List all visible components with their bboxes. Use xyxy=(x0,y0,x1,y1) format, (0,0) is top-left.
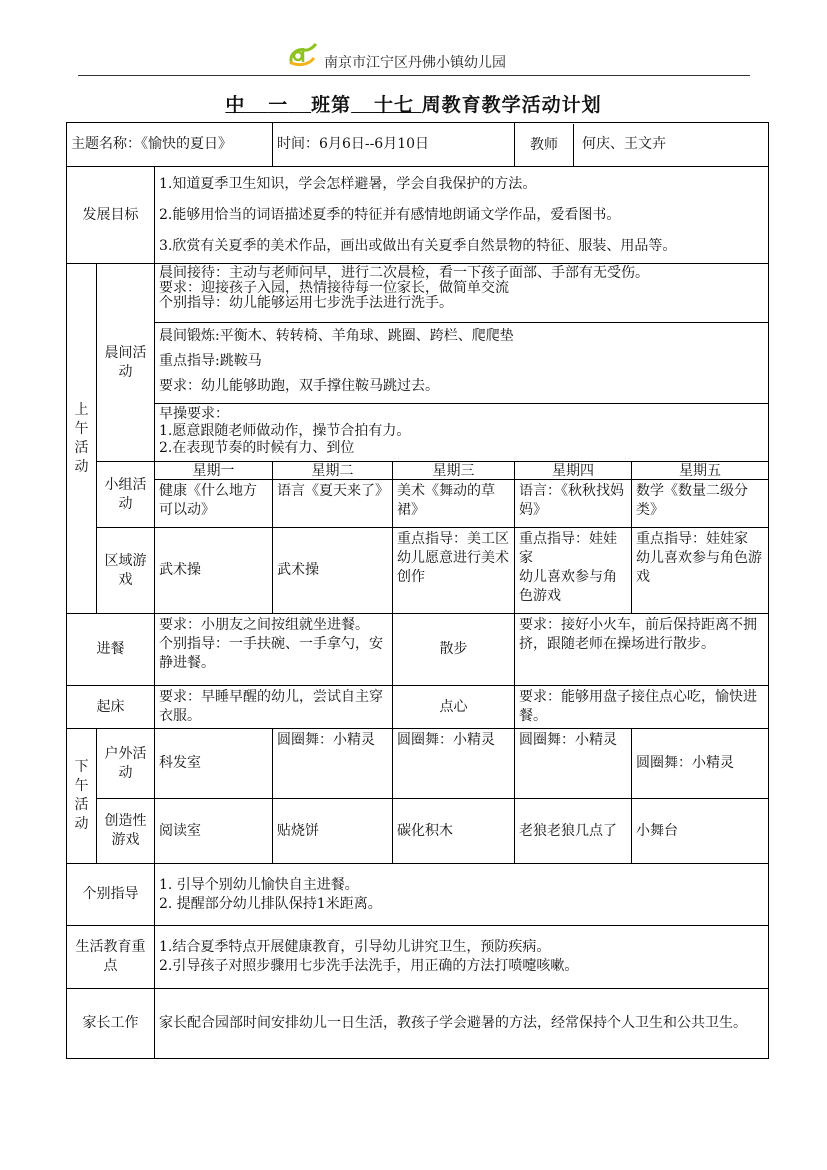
area-game-cell: 重点指导：娃娃家 幼儿喜欢参与角色游戏 xyxy=(632,528,769,614)
area-game-cell: 武术操 xyxy=(273,528,393,614)
page-header xyxy=(0,0,827,80)
creative-row xyxy=(67,799,769,864)
outdoor-label: 户外活动 xyxy=(97,729,155,799)
group-activity-row xyxy=(67,480,769,528)
activity-plan-table xyxy=(66,122,769,1059)
life-item: 2.引导孩子对照步骤用七步洗手法洗手，用正确的方法打喷嚏咳嗽。 xyxy=(159,958,579,974)
exercise-line: 要求：幼儿能够助跑，双手撑住鞍马跳过去。 xyxy=(159,378,439,394)
reception-line: 个别指导：幼儿能够运用七步洗手法进行洗手。 xyxy=(159,295,453,311)
individual-list xyxy=(155,864,769,926)
area-game-cell: 重点指导：美工区 幼儿愿意进行美术创作 xyxy=(393,528,515,614)
goals-row xyxy=(67,167,769,264)
afternoon-section-label: 下午活动 xyxy=(67,729,97,864)
morning-section-label: 上午活动 xyxy=(67,264,97,614)
title-week-num: 十七 xyxy=(373,94,414,116)
life-list xyxy=(155,926,769,989)
group-activity-cell: 语言《夏天来了》 xyxy=(273,480,393,528)
title-suffix: 周教育教学活动计划 xyxy=(421,94,602,116)
reception-line: 要求：迎接孩子入园，热情接待每一位家长，做简单交流 xyxy=(159,280,509,296)
goals-list xyxy=(155,167,769,264)
weekday-header-row xyxy=(67,462,769,480)
goals-label: 发展目标 xyxy=(67,167,155,264)
title-class-mid: 班第 xyxy=(311,94,352,116)
morning-drill-row xyxy=(67,404,769,462)
teacher-label: 教师 xyxy=(515,124,574,166)
morning-reception-row xyxy=(67,264,769,323)
meal-text: 要求：小朋友之间按组就坐进餐。 个别指导：一手扶碗、一手拿勺，安静进餐。 xyxy=(155,614,393,686)
weekday-tue: 星期二 xyxy=(273,462,393,480)
drill-line: 1.愿意跟随老师做动作，操节合拍有力。 xyxy=(159,423,411,439)
weekday-wed: 星期三 xyxy=(393,462,515,480)
creative-cell: 贴烧饼 xyxy=(273,799,393,864)
title-class-prefix: 中 一 xyxy=(225,94,289,116)
parents-text: 家长配合园部时间安排幼儿一日生活，教孩子学会避暑的方法，经常保持个人卫生和公共卫生。 xyxy=(155,989,769,1059)
teacher-names: 何庆、王文卉 xyxy=(582,136,667,152)
parents-row xyxy=(67,989,769,1059)
life-item: 1.结合夏季特点开展健康教育，引导幼儿讲究卫生，预防疾病。 xyxy=(159,939,551,955)
area-game-row xyxy=(67,528,769,614)
creative-label: 创造性游戏 xyxy=(97,799,155,864)
wake-text: 要求：早睡早醒的幼儿，尝试自主穿衣服。 xyxy=(155,686,393,729)
exercise-line: 重点指导:跳鞍马 xyxy=(159,353,262,369)
page-title xyxy=(0,90,827,117)
school-logo-icon xyxy=(286,42,318,68)
group-activity-label: 小组活动 xyxy=(97,462,155,528)
snack-text: 要求：能够用盘子接住点心吃，愉快进餐。 xyxy=(515,686,769,729)
group-activity-cell: 美术《舞动的草裙》 xyxy=(393,480,515,528)
outdoor-cell: 圆圈舞：小精灵 xyxy=(632,729,769,799)
individual-item: 1. 引导个别幼儿愉快自主进餐。 xyxy=(159,876,359,893)
creative-cell: 小舞台 xyxy=(632,799,769,864)
drill-cell xyxy=(155,404,769,462)
individual-label: 个别指导 xyxy=(67,864,155,926)
drill-line: 早操要求： xyxy=(159,406,229,422)
goal-item: 3.欣赏有关夏季的美术作品，画出或做出有关夏季自然景物的特征、服装、用品等。 xyxy=(159,237,677,254)
time-cell: 时间：6月6日--6月10日 xyxy=(273,123,515,167)
walk-label: 散步 xyxy=(393,614,515,686)
individual-item: 2. 提醒部分幼儿排队保持1米距离。 xyxy=(159,895,382,912)
goal-item: 2.能够用恰当的词语描述夏季的特征并有感情地朗诵文学作品，爱看图书。 xyxy=(159,206,621,223)
life-row xyxy=(67,926,769,989)
morning-activity-label: 晨间活动 xyxy=(97,264,155,462)
reception-line: 晨间接待：主动与老师问早，进行二次晨检，看一下孩子面部、手部有无受伤。 xyxy=(159,265,649,281)
goal-item: 1.知道夏季卫生知识，学会怎样避暑，学会自我保护的方法。 xyxy=(159,175,537,192)
area-game-label: 区域游戏 xyxy=(97,528,155,614)
outdoor-cell: 圆圈舞：小精灵 xyxy=(393,729,515,799)
outdoor-row xyxy=(67,729,769,799)
exercise-cell xyxy=(155,323,769,404)
weekday-thu: 星期四 xyxy=(515,462,632,480)
area-game-cell: 重点指导：娃娃家 幼儿喜欢参与角色游戏 xyxy=(515,528,632,614)
snack-label: 点心 xyxy=(393,686,515,729)
creative-cell: 阅读室 xyxy=(155,799,273,864)
walk-text: 要求：接好小火车，前后保持距离不拥挤，跟随老师在操场进行散步。 xyxy=(515,614,769,686)
wake-row xyxy=(67,686,769,729)
exercise-line: 晨间锻炼:平衡木、转转椅、羊角球、跳圈、跨栏、爬爬垫 xyxy=(159,328,514,344)
weekday-mon: 星期一 xyxy=(155,462,273,480)
drill-line: 2.在表现节奏的时候有力、到位 xyxy=(159,440,355,456)
outdoor-cell: 圆圈舞：小精灵 xyxy=(515,729,632,799)
outdoor-cell: 圆圈舞：小精灵 xyxy=(273,729,393,799)
info-row xyxy=(67,123,769,167)
creative-cell: 碳化积木 xyxy=(393,799,515,864)
header-divider xyxy=(78,75,750,76)
meal-label: 进餐 xyxy=(67,614,155,686)
group-activity-cell: 语言：《秋秋找妈妈》 xyxy=(515,480,632,528)
morning-exercise-row xyxy=(67,323,769,404)
creative-cell: 老狼老狼几点了 xyxy=(515,799,632,864)
group-activity-cell: 数学《数量二级分类》 xyxy=(632,480,769,528)
reception-cell xyxy=(155,264,769,323)
school-name: 南京市江宁区丹佛小镇幼儿园 xyxy=(324,55,506,71)
life-label: 生活教育重 点 xyxy=(67,926,155,989)
group-activity-cell: 健康《什么地方可以动》 xyxy=(155,480,273,528)
area-game-cell: 武术操 xyxy=(155,528,273,614)
meal-row xyxy=(67,614,769,686)
individual-row xyxy=(67,864,769,926)
parents-label: 家长工作 xyxy=(67,989,155,1059)
theme-cell: 主题名称：《愉快的夏日》 xyxy=(67,123,273,167)
wake-label: 起床 xyxy=(67,686,155,729)
outdoor-cell: 科发室 xyxy=(155,729,273,799)
weekday-fri: 星期五 xyxy=(632,462,769,480)
